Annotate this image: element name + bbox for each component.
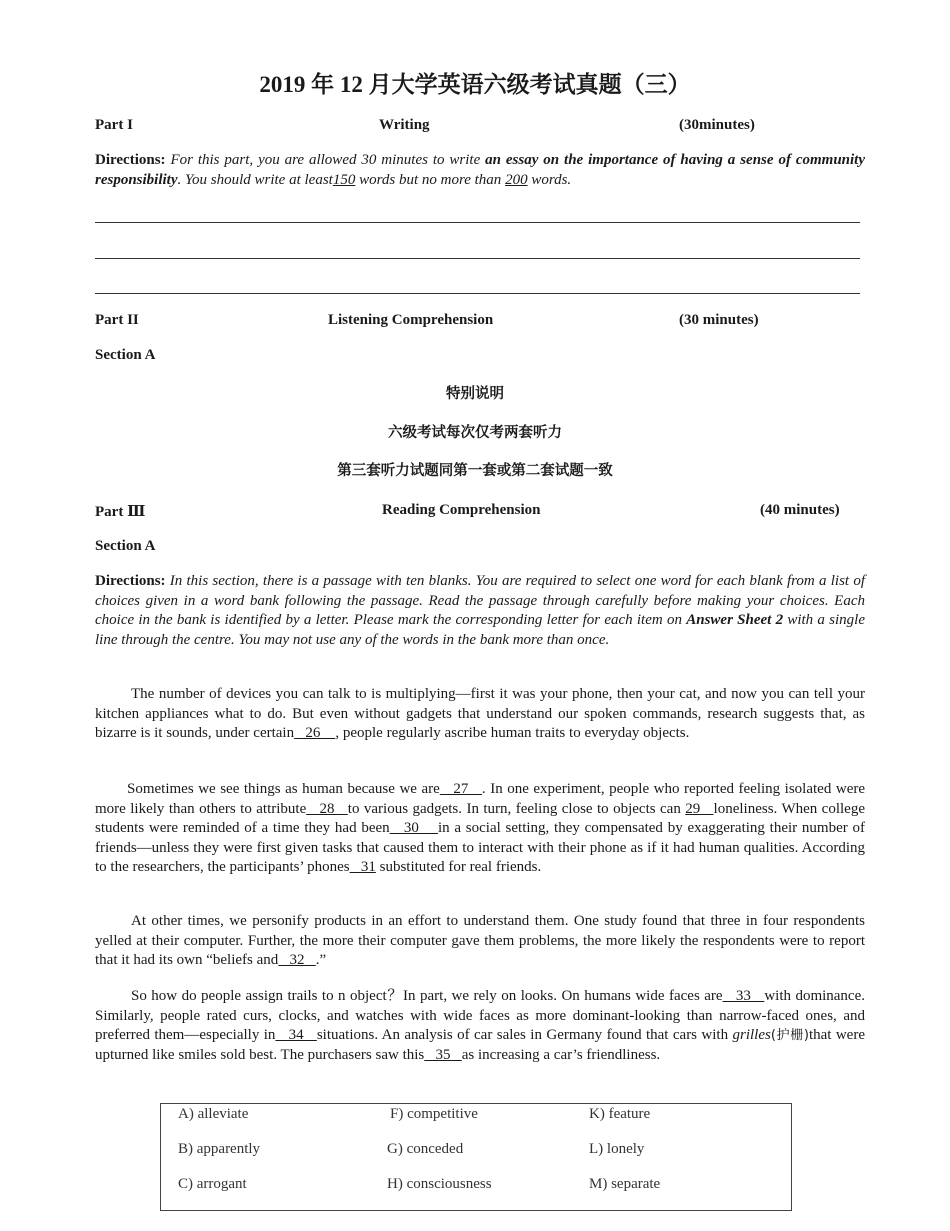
part3-time: (40 minutes) [760,502,840,518]
word-bank-option: K) feature [589,1106,651,1122]
part3-section: Section A [95,538,156,554]
passage-paragraph-4: So how do people assign trails to n object？In part, we rely on looks. On humans wide faces are 33 with dominance. Similarly, people rated curs, clocks, and watches with wide faces as more dominant-looking than narrow-faced ones, and preferred them—especially in 34 situations. An analysis of car sales in Germany found that cars with grilles(护栅)that were upturned like smiles sold best. The purchasers saw this 35 as increasing a car’s friendliness. [95,988,865,1063]
page-title: 2019 年 12 月大学英语六级考试真题（三） [259,72,691,97]
answer-sheet-ref: Answer Sheet 2 [686,612,784,629]
blank-26: 26 [294,725,336,742]
word-bank-option: B) apparently [178,1141,261,1157]
word-bank-option: C) arrogant [178,1176,247,1192]
max-words: 200 [505,171,528,188]
blank-27: 27 [439,781,482,797]
word-bank [160,1103,792,1211]
part3-name: Reading Comprehension [382,502,541,518]
blank-32: 32 [278,952,316,969]
writing-line [95,293,860,294]
part1-directions: Directions: For this part, you are allowed 30 minutes to write an essay on the importance of having a sense of community responsibility. You should write at least150 words but no more than 200 words. [95,152,866,188]
word-bank-option: A) alleviate [178,1106,249,1122]
writing-line [95,258,860,259]
notice-line-1: 六级考试每次仅考两套听力 [388,425,562,441]
word-bank-option: H) consciousness [387,1176,492,1192]
part1-time: (30minutes) [679,117,755,133]
blank-35: 35 [424,1046,462,1063]
essay-topic: an essay on the importance of having a sense of community responsibility [95,152,866,188]
part1-label: Part I [95,117,133,133]
writing-line [95,222,860,223]
min-words: 150 [332,171,356,188]
notice-line-2: 第三套听力试题同第一套或第二套试题一致 [337,463,613,479]
part2-time: (30 minutes) [679,312,759,328]
word-bank-option: M) separate [589,1176,661,1192]
word-bank-option: F) competitive [390,1106,478,1122]
passage-paragraph-3: At other times, we personify products in an effort to understand them. One study found that three in four respondents yelled at their computer. Further, the more their computer gave them problems, the more likely the respondents were to report that it had its own “beliefs and 32 .” [95,913,865,969]
blank-33: 33 [722,988,765,1004]
blank-31: 31 [349,859,376,876]
directions-label: Directions: [95,573,166,589]
part2-section: Section A [95,347,156,363]
part2-name: Listening Comprehension [328,312,494,328]
word-bank-option: L) lonely [589,1141,645,1157]
part2-label: Part II [95,312,139,328]
notice-title: 特别说明 [446,386,504,402]
passage-paragraph-1: The number of devices you can talk to is multiplying—first it was your phone, then your cat, and now you can tell your kitchen appliances what to do. But even without gadgets that understand our spoken commands, research suggests that, as bizarre is it sounds, under certain 26 , people regularly ascribe human traits to everyday objects. [95,686,865,742]
blank-28: 28 [306,800,348,817]
part3-directions: Directions: In this section, there is a passage with ten blanks. You are required to select one word for each blank from a list of choices given in a word bank following the passage. Read the passage through carefully before making your choices. Each choice in the bank is identified by a letter. Please mark the corresponding letter for each item on Answer Sheet 2 with a single line through the centre. You may not use any of the words in the bank more than once. [95,573,865,648]
part1-name: Writing [379,117,430,133]
part3-label: Part Ⅲ [95,504,146,520]
passage-paragraph-2: Sometimes we see things as human because we are 27 . In one experiment, people who reported feeling isolated were more likely than others to attribute 28 to various gadgets. In turn, feeling close to objects can 29 loneliness. When college students were reminded of a time they had been 30 in a social setting, they compensated by exaggerating their number of friends—unless they were first given tasks that caused them to interact with their phone as if it had human qualities. According to the researchers, the participants’ phones 31 substituted for real friends. [95,781,865,876]
blank-29: 29 [685,800,714,817]
directions-label: Directions: [95,152,166,168]
blank-30: 30 [389,820,438,837]
blank-34: 34 [275,1027,317,1044]
grilles-term: grilles [732,1027,771,1044]
word-bank-option: G) conceded [387,1141,464,1157]
